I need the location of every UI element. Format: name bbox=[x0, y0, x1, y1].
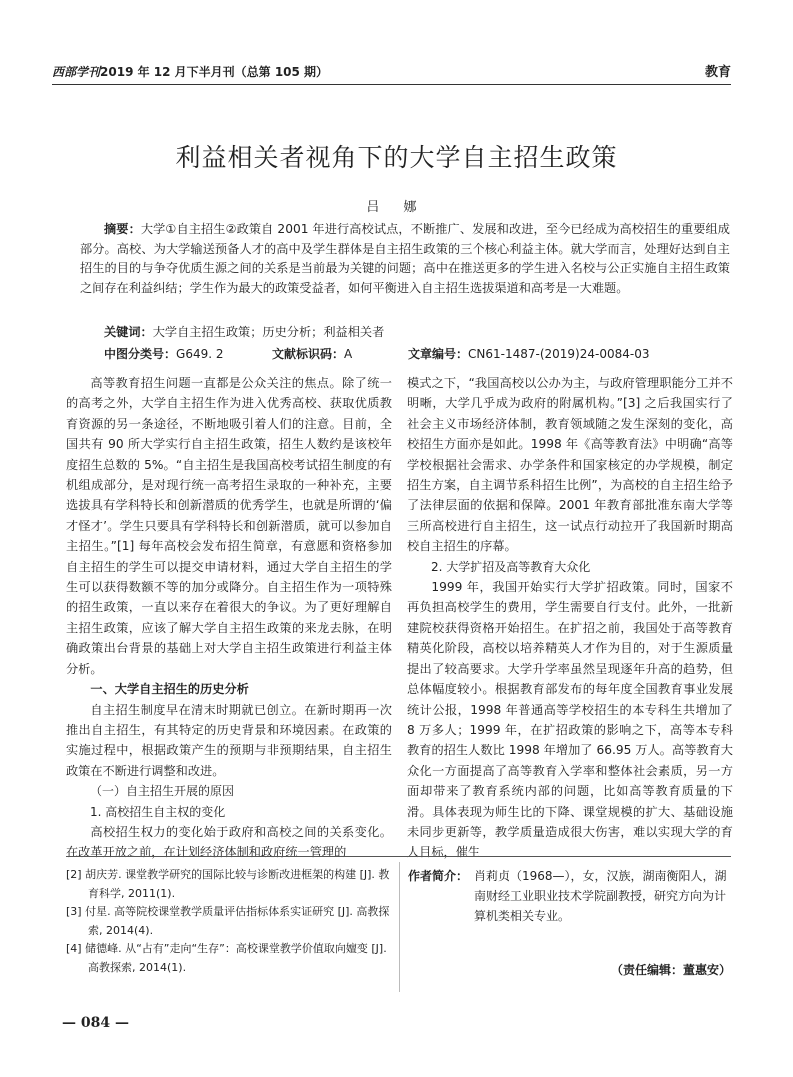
abstract-text: 大学①自主招生②政策自 2001 年进行高校试点，不断推广、发展和改进，至今已经成为高校招生的重要组成部分。高校、为大学输送预备人才的高中及学生群体是自主招生政策的三个核心利益主体。就大学而言，处理好达到自主招生的目的与争夺优质生源之间的关系是当前最为关键的问题；高中在推送更多的学生进入名校与公正实施自主招生政策之间存在利益纠结；学生作为最大的政策受益者，如何平衡进入自主招生选拔渠道和高考是一大难题。 bbox=[80, 222, 730, 295]
author-bio bbox=[408, 866, 731, 926]
keywords bbox=[104, 323, 384, 340]
subsubsection-heading: 1. 高校招生自主权的变化 bbox=[90, 804, 226, 819]
paragraph: 模式之下，“我国高校以公办为主，与政府管理职能分工并不明晰，大学几乎成为政府的附属机构。”[3] 之后我国实行了社会主义市场经济体制，教育领域随之发生深刻的变化，高校招生方面亦是如此。1998 年《高等教育法》中明确“高等学校根据社会需求、办学条件和国家核定的办学规模，制定招生方案，自主调节系科招生比例”，为高校的自主招生给予了法律层面的依据和保障。2001 年教育部批准东南大学等三所高校进行自主招生，这一试点行动拉开了我国新时期高校自主招生的序幕。 bbox=[407, 376, 733, 554]
reference-item: [2] 胡庆芳. 课堂教学研究的国际比较与诊断改进框架的构建 [J]. 教育科学, 2011(1). bbox=[66, 868, 390, 900]
clc-label: 中图分类号： bbox=[104, 347, 177, 361]
clc-value: G649. 2 bbox=[176, 347, 224, 361]
reference-item: [4] 储德峰. 从“占有”走向“生存”：高校课堂教学价值取向嬗变 [J]. 高教探索, 2014(1). bbox=[66, 942, 387, 974]
abstract-label: 摘要： bbox=[104, 222, 141, 236]
paragraph: 自主招生制度早在清末时期就已创立。在新时期再一次推出自主招生，有其特定的历史背景和环境因素。在政策的实施过程中，根据政策产生的预期与非预期结果，自主招生政策在不断进行调整和改进。 bbox=[66, 702, 392, 778]
responsible-editor: （责任编辑：董惠安） bbox=[610, 963, 731, 977]
section-heading: 一、大学自主招生的历史分析 bbox=[90, 682, 249, 697]
article-author: 吕 娜 bbox=[366, 200, 427, 215]
section-label: 教育 bbox=[704, 65, 731, 80]
paragraph: 高校招生权力的变化始于政府和高校之间的关系变化。在改革开放之前，在计划经济体制和政府统一管理的 bbox=[66, 824, 392, 860]
paragraph: 1999 年，我国开始实行大学扩招政策。同时，国家不再负担高校学生的费用，学生需要自行支付。此外，一批新建院校获得资格开始招生。在扩招之前，我国处于高等教育精英化阶段，高校以培养精英人才作为目的，对于生源质量提出了较高要求。大学升学率虽然呈现逐年升高的趋势，但总体幅度较小。根据教育部发布的每年度全国教育事业发展统计公报，1998 年普通高等学校招生的本专科生共增加了 8 万多人；1999 年，在扩招政策的影响之下，高等本专科教育的招生人数比 1998 年增加了 66.95 万人。高等教育大众化一方面提高了高等教育入学率和整体社会素质，另一方面却带来了教育系统内部的问题，比如高等教育质量的下滑。具体表现为师生比的下降、课堂规模的扩大、基础设施未同步更新等，教学质量造成很大伤害，难以实现大学的育人目标，催生 bbox=[407, 580, 733, 860]
article-title: 利益相关者视角下的大学自主招生政策 bbox=[175, 143, 618, 172]
subsection-heading: （一）自主招生开展的原因 bbox=[90, 784, 235, 799]
article-no-label: 文章编号： bbox=[408, 347, 469, 361]
abstract bbox=[80, 220, 730, 298]
doc-code-label: 文献标识码： bbox=[272, 347, 345, 361]
reference-list bbox=[66, 866, 394, 977]
body-column-left bbox=[66, 373, 392, 863]
article-no-value: CN61-1487-(2019)24-0084-03 bbox=[468, 347, 650, 361]
running-header bbox=[52, 62, 731, 85]
subsubsection-heading: 2. 大学扩招及高等教育大众化 bbox=[431, 559, 591, 574]
journal-logo: 西部学刊 bbox=[52, 65, 101, 79]
author-bio-label: 作者简介： bbox=[408, 869, 469, 883]
page-number: — 084 — bbox=[62, 1015, 129, 1031]
keywords-text: 大学自主招生政策；历史分析；利益相关者 bbox=[152, 325, 385, 339]
journal-info bbox=[52, 63, 328, 80]
body-column-right bbox=[407, 373, 733, 863]
doc-code-value: A bbox=[344, 347, 353, 361]
author-bio-text: 肖莉贞（1968—），女，汉族，湖南衡阳人，湖南财经工业职业技术学院副教授，研究方向为计算机类相关专业。 bbox=[474, 869, 727, 923]
clc-number bbox=[104, 345, 223, 362]
journal-issue: 2019 年 12 月下半月刊（总第 105 期） bbox=[100, 65, 329, 79]
footnote-column-divider bbox=[399, 862, 400, 992]
article-number bbox=[408, 345, 649, 362]
keywords-label: 关键词： bbox=[104, 325, 153, 339]
footnote-divider bbox=[66, 856, 731, 857]
paragraph: 高等教育招生问题一直都是公众关注的焦点。除了统一的高考之外，大学自主招生作为进入优秀高校、获取优质教育资源的另一条途径，不断地吸引着人们的注意。目前，全国共有 90 所大学实行自主招生政策，招生人数约是该校年度招生总数的 5%。“自主招生是我国高校考试招生制度的有机组成部分，是对现行统一高考招生录取的一种补充，主要选拔具有学科特长和创新潜质的优秀学生，也就是所谓的‘偏才怪才’。学生只要具有学科特长和创新潜质，就可以参加自主招生。”[1] 每年高校会发布招生简章，有意愿和资格参加自主招生的学生可以提交申请材料，通过大学自主招生的学生可以获得数额不等的加分或降分。自主招生作为一项特殊的招生政策，一直以来存在着很大的争议。为了更好理解自主招生政策，应该了解大学自主招生政策的来龙去脉，在明确政策出台背景的基础上对大学自主招生政策进行利益主体分析。 bbox=[66, 376, 392, 676]
document-code bbox=[272, 345, 352, 362]
reference-item: [3] 付星. 高等院校课堂教学质量评估指标体系实证研究 [J]. 高教探索, 2014(4). bbox=[66, 905, 390, 937]
